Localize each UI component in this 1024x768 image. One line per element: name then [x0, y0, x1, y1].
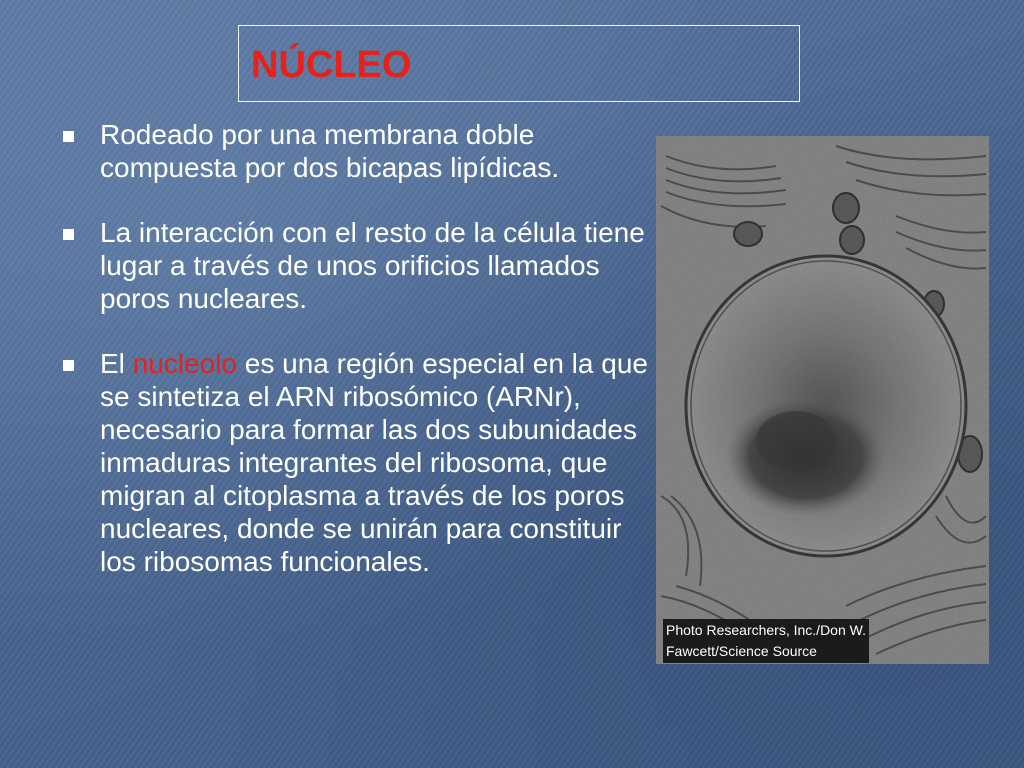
photo-credit-line1: Photo Researchers, Inc./Don W.	[666, 622, 866, 638]
bullet-text: La interacción con el resto de la célula tiene lugar a través de unos orificios llamados poros nucleares.	[100, 217, 645, 314]
micrograph-drawing	[656, 136, 989, 664]
nucleolo-highlight: nucleolo	[132, 348, 237, 379]
square-bullet-icon	[63, 131, 74, 142]
photo-credit-line2: Fawcett/Science Source	[666, 643, 817, 659]
square-bullet-icon	[63, 360, 74, 371]
title-box	[238, 25, 800, 102]
photo-credit	[663, 619, 869, 663]
bullet-item	[60, 118, 660, 184]
bullet-item	[60, 347, 660, 578]
bullet-text-suffix: es una región especial en la que se sintetiza el ARN ribosómico (ARNr), necesario para formar las dos subunidades inmaduras integrantes del ribosoma, que migran al citoplasma a través de los poros nucleares, donde se unirán para constituir los ribosomas funcionales.	[100, 348, 648, 577]
bullet-text-prefix: El	[100, 348, 133, 379]
micrograph-nucleus-image	[656, 136, 989, 664]
bullet-item	[60, 216, 660, 315]
slide-title: NÚCLEO	[251, 44, 412, 86]
bullet-text: Rodeado por una membrana doble compuesta por dos bicapas lipídicas.	[100, 119, 560, 183]
square-bullet-icon	[63, 229, 74, 240]
bullet-list	[60, 118, 660, 610]
